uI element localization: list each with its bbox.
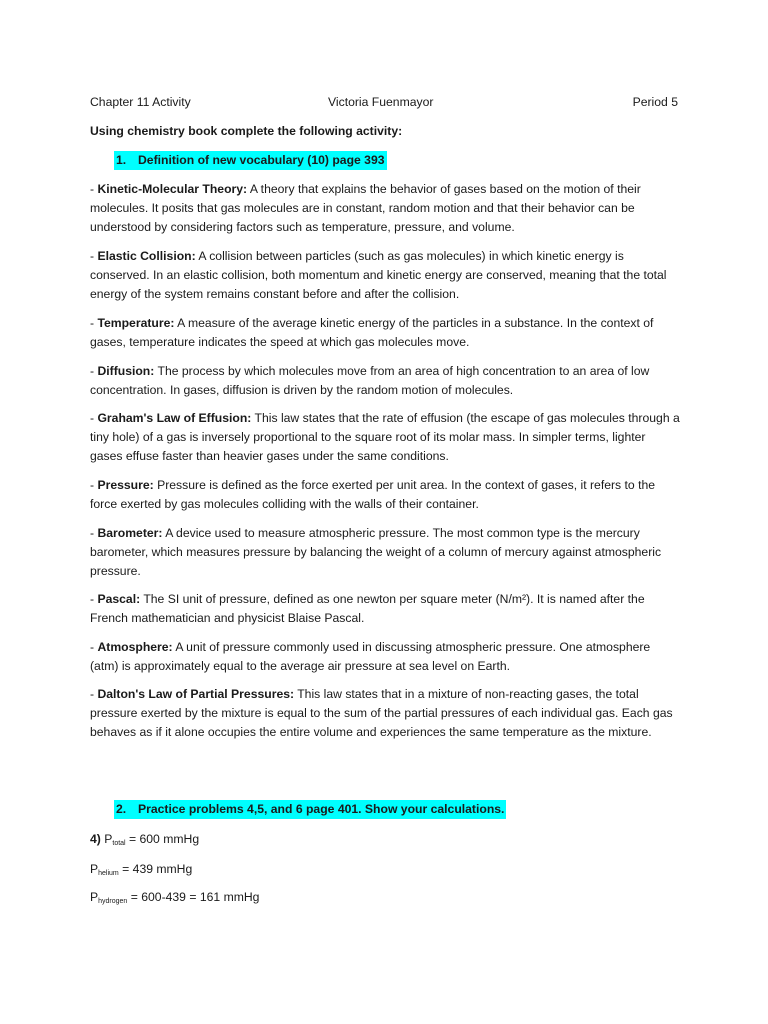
vocab-definition: A unit of pressure commonly used in discussing atmospheric pressure. One atmosphere (atm) is approximately equal to the average air pressure at sea level on Earth.: [90, 640, 651, 673]
problem-4-line-helium: [90, 860, 192, 879]
vocab-definition: This law states that in a mixture of non-reacting gases, the total pressure exerted by the mixture is equal to the sum of the partial pressures of each individual gas. Each gas behaves as if it alone occupies the entire volume and experiences the same temperature as the mixture.: [90, 687, 673, 739]
document-header: [90, 93, 678, 112]
section-2-title: Practice problems 4,5, and 6 page 401. Show your calculations.: [138, 802, 505, 816]
vocab-definition: The SI unit of pressure, defined as one newton per square meter (N/m²). It is named after the French mathematician and physicist Blaise Pascal.: [90, 592, 645, 625]
section-1-number: 1.: [116, 153, 127, 167]
vocab-definition: A collision between particles (such as gas molecules) in which kinetic energy is conserved. In an elastic collision, both momentum and kinetic energy are conserved, meaning that the total energy of the system remains constant before and after the collision.: [90, 249, 667, 301]
vocab-term: Graham's Law of Effusion:: [97, 411, 252, 425]
vocab-item-diffusion: - Diffusion: The process by which molecules move from an area of high concentration to an area of low concentration. In gases, diffusion is driven by the random motion of molecules.: [90, 364, 650, 397]
problem-4-line-hydrogen: [90, 888, 259, 907]
pressure-subscript: hydrogen: [98, 898, 128, 905]
section-2-number: 2.: [116, 802, 127, 816]
vocab-term: Barometer:: [97, 526, 163, 540]
vocab-item-daltons-law: - Dalton's Law of Partial Pressures: This law states that in a mixture of non-reacting gases, the total pressure exerted by the mixture is equal to the sum of the partial pressures of each individual gas. Each gas behaves as if it alone occupies the entire volume and experiences the same temperature as the mixture.: [90, 687, 673, 739]
problem-4-line-total: [90, 830, 199, 849]
pressure-subscript: helium: [98, 870, 119, 877]
vocab-item-pascal: - Pascal: The SI unit of pressure, defined as one newton per square meter (N/m²). It is named after the French mathematician and physicist Blaise Pascal.: [90, 592, 645, 625]
vocab-term: Dalton's Law of Partial Pressures:: [97, 687, 295, 701]
section-1-title: Definition of new vocabulary (10) page 393: [138, 153, 385, 167]
problem-4-label: 4): [90, 832, 101, 846]
vocab-term: Temperature:: [97, 316, 175, 330]
pressure-symbol: P: [90, 862, 99, 876]
vocab-definition: The process by which molecules move from an area of high concentration to an area of low concentration. In gases, diffusion is driven by the random motion of molecules.: [90, 364, 650, 397]
pressure-value: = 600 mmHg: [129, 832, 200, 846]
vocab-definition: Pressure is defined as the force exerted per unit area. In the context of gases, it refers to the force exerted by gas molecules colliding with the walls of their container.: [90, 478, 656, 511]
vocab-item-barometer: - Barometer: A device used to measure atmospheric pressure. The most common type is the mercury barometer, which measures pressure by balancing the weight of a column of mercury against atmospheric pressure.: [90, 526, 662, 578]
vocab-term: Pascal:: [97, 592, 141, 606]
student-name: Victoria Fuenmayor: [328, 95, 434, 109]
vocab-item-pressure: - Pressure: Pressure is defined as the force exerted per unit area. In the context of gases, it refers to the force exerted by gas molecules colliding with the walls of their container.: [90, 478, 656, 511]
instruction-text: Using chemistry book complete the following activity:: [90, 124, 403, 138]
vocab-term: Elastic Collision:: [97, 249, 196, 263]
pressure-symbol: P: [90, 890, 99, 904]
vocab-definition: This law states that the rate of effusion (the escape of gas molecules through a tiny hole) of a gas is inversely proportional to the square root of its molar mass. In simpler terms, lighter gases effuse faster than heavier gases under the same conditions.: [90, 411, 680, 463]
pressure-value: = 600-439 = 161 mmHg: [130, 890, 260, 904]
section-2-heading: [114, 800, 506, 819]
pressure-subscript: total: [112, 840, 126, 847]
vocab-term: Atmosphere:: [97, 640, 173, 654]
vocab-term: Pressure:: [97, 478, 154, 492]
vocab-definition: A measure of the average kinetic energy of the particles in a substance. In the context of gases, temperature indicates the speed at which gas molecules move.: [90, 316, 654, 349]
vocab-item-kinetic-molecular-theory: - Kinetic-Molecular Theory: A theory that explains the behavior of gases based on the motion of their molecules. It posits that gas molecules are in constant, random motion and that their behavior can be understood by considering factors such as temperature, pressure, and volume.: [90, 182, 641, 234]
chapter-title: Chapter 11 Activity: [90, 95, 191, 109]
vocab-term: Kinetic-Molecular Theory:: [97, 182, 248, 196]
class-period: Period 5: [632, 95, 678, 109]
pressure-symbol: P: [104, 832, 113, 846]
pressure-value: = 439 mmHg: [122, 862, 193, 876]
vocab-term: Diffusion:: [97, 364, 155, 378]
vocab-item-temperature: - Temperature: A measure of the average kinetic energy of the particles in a substance. In the context of gases, temperature indicates the speed at which gas molecules move.: [90, 316, 654, 349]
vocab-definition: A theory that explains the behavior of gases based on the motion of their molecules. It posits that gas molecules are in constant, random motion and that their behavior can be understood by considering factors such as temperature, pressure, and volume.: [90, 182, 641, 234]
vocab-item-atmosphere: - Atmosphere: A unit of pressure commonly used in discussing atmospheric pressure. One atmosphere (atm) is approximately equal to the average air pressure at sea level on Earth.: [90, 640, 651, 673]
vocab-item-elastic-collision: - Elastic Collision: A collision between particles (such as gas molecules) in which kinetic energy is conserved. In an elastic collision, both momentum and kinetic energy are conserved, meaning that the total energy of the system remains constant before and after the collision.: [90, 249, 667, 301]
vocab-item-grahams-law: - Graham's Law of Effusion: This law states that the rate of effusion (the escape of gas molecules through a tiny hole) of a gas is inversely proportional to the square root of its molar mass. In simpler terms, lighter gases effuse faster than heavier gases under the same conditions.: [90, 411, 680, 463]
section-1-heading: [114, 151, 387, 170]
vocab-definition: A device used to measure atmospheric pressure. The most common type is the mercury barometer, which measures pressure by balancing the weight of a column of mercury against atmospheric pressure.: [90, 526, 662, 578]
